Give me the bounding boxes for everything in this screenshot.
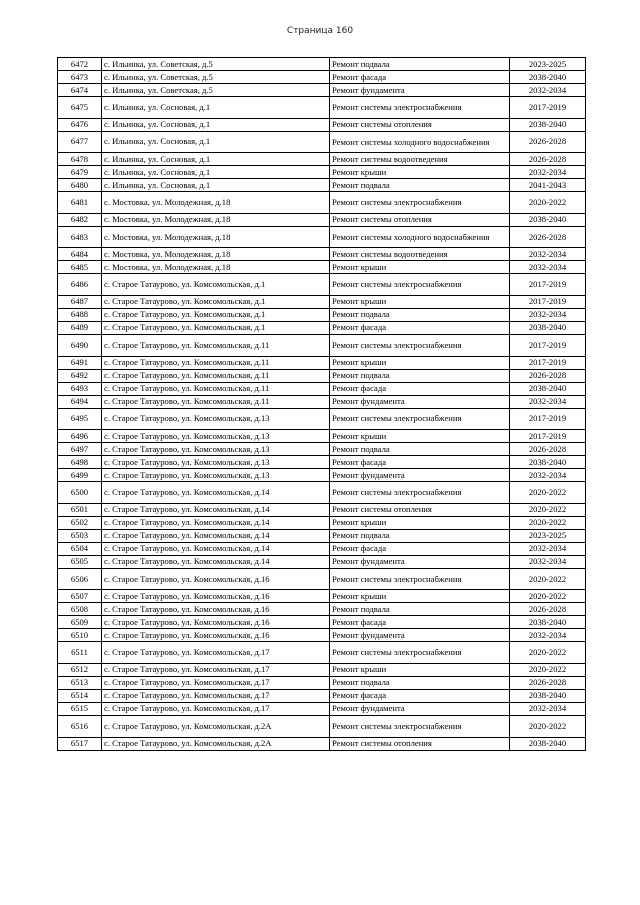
work-type-cell: Ремонт системы отопления bbox=[330, 503, 510, 516]
row-number-cell: 6492 bbox=[58, 369, 102, 382]
address-cell: с. Ильинка, ул. Сосновая, д.1 bbox=[102, 97, 330, 119]
address-cell: с. Ильинка, ул. Советская, д.5 bbox=[102, 71, 330, 84]
table-row bbox=[58, 58, 586, 71]
row-number-cell: 6517 bbox=[58, 737, 102, 750]
row-number-cell: 6490 bbox=[58, 334, 102, 356]
row-number-cell: 6498 bbox=[58, 456, 102, 469]
table-row bbox=[58, 261, 586, 274]
address-cell: с. Старое Татаурово, ул. Комсомольская, д.13 bbox=[102, 456, 330, 469]
period-cell: 2026-2028 bbox=[510, 131, 586, 153]
row-number-cell: 6485 bbox=[58, 261, 102, 274]
work-type-cell: Ремонт системы электроснабжения bbox=[330, 482, 510, 504]
period-cell: 2032-2034 bbox=[510, 308, 586, 321]
period-cell: 2017-2019 bbox=[510, 430, 586, 443]
period-cell: 2023-2025 bbox=[510, 58, 586, 71]
work-type-cell: Ремонт системы водоотведения bbox=[330, 248, 510, 261]
work-type-cell: Ремонт крыши bbox=[330, 516, 510, 529]
address-cell: с. Старое Татаурово, ул. Комсомольская, д.13 bbox=[102, 443, 330, 456]
period-cell: 2038-2040 bbox=[510, 71, 586, 84]
period-cell: 2032-2034 bbox=[510, 702, 586, 715]
table-row bbox=[58, 192, 586, 214]
row-number-cell: 6487 bbox=[58, 295, 102, 308]
work-type-cell: Ремонт системы электроснабжения bbox=[330, 274, 510, 296]
period-cell: 2017-2019 bbox=[510, 334, 586, 356]
table-row bbox=[58, 153, 586, 166]
work-type-cell: Ремонт системы отопления bbox=[330, 213, 510, 226]
address-cell: с. Ильинка, ул. Сосновая, д.1 bbox=[102, 153, 330, 166]
row-number-cell: 6484 bbox=[58, 248, 102, 261]
row-number-cell: 6504 bbox=[58, 542, 102, 555]
period-cell: 2032-2034 bbox=[510, 542, 586, 555]
row-number-cell: 6509 bbox=[58, 616, 102, 629]
row-number-cell: 6516 bbox=[58, 715, 102, 737]
work-type-cell: Ремонт фасада bbox=[330, 71, 510, 84]
address-cell: с. Старое Татаурово, ул. Комсомольская, д.11 bbox=[102, 334, 330, 356]
period-cell: 2038-2040 bbox=[510, 737, 586, 750]
row-number-cell: 6486 bbox=[58, 274, 102, 296]
table-row bbox=[58, 369, 586, 382]
period-cell: 2017-2019 bbox=[510, 97, 586, 119]
work-type-cell: Ремонт системы водоотведения bbox=[330, 153, 510, 166]
work-type-cell: Ремонт крыши bbox=[330, 663, 510, 676]
table-row bbox=[58, 321, 586, 334]
table-row bbox=[58, 179, 586, 192]
address-cell: с. Ильинка, ул. Сосновая, д.1 bbox=[102, 118, 330, 131]
address-cell: с. Старое Татаурово, ул. Комсомольская, д.1 bbox=[102, 295, 330, 308]
row-number-cell: 6474 bbox=[58, 84, 102, 97]
period-cell: 2020-2022 bbox=[510, 568, 586, 590]
table-row bbox=[58, 590, 586, 603]
row-number-cell: 6506 bbox=[58, 568, 102, 590]
address-cell: с. Ильинка, ул. Сосновая, д.1 bbox=[102, 179, 330, 192]
address-cell: с. Мостовка, ул. Молодежная, д.18 bbox=[102, 226, 330, 248]
period-cell: 2020-2022 bbox=[510, 482, 586, 504]
period-cell: 2026-2028 bbox=[510, 443, 586, 456]
table-row bbox=[58, 226, 586, 248]
repair-schedule-table bbox=[57, 57, 586, 751]
row-number-cell: 6489 bbox=[58, 321, 102, 334]
address-cell: с. Мостовка, ул. Молодежная, д.18 bbox=[102, 213, 330, 226]
work-type-cell: Ремонт системы электроснабжения bbox=[330, 715, 510, 737]
row-number-cell: 6507 bbox=[58, 590, 102, 603]
row-number-cell: 6494 bbox=[58, 395, 102, 408]
address-cell: с. Старое Татаурово, ул. Комсомольская, д.17 bbox=[102, 642, 330, 664]
period-cell: 2032-2034 bbox=[510, 166, 586, 179]
table-row bbox=[58, 356, 586, 369]
work-type-cell: Ремонт подвала bbox=[330, 179, 510, 192]
row-number-cell: 6477 bbox=[58, 131, 102, 153]
address-cell: с. Старое Татаурово, ул. Комсомольская, д.2А bbox=[102, 737, 330, 750]
table-row bbox=[58, 430, 586, 443]
row-number-cell: 6480 bbox=[58, 179, 102, 192]
table-row bbox=[58, 542, 586, 555]
address-cell: с. Старое Татаурово, ул. Комсомольская, д.2А bbox=[102, 715, 330, 737]
work-type-cell: Ремонт фундамента bbox=[330, 469, 510, 482]
address-cell: с. Старое Татаурово, ул. Комсомольская, д.16 bbox=[102, 590, 330, 603]
row-number-cell: 6512 bbox=[58, 663, 102, 676]
page-number-label: Страница 160 bbox=[286, 26, 354, 36]
work-type-cell: Ремонт фундамента bbox=[330, 395, 510, 408]
work-type-cell: Ремонт фасада bbox=[330, 321, 510, 334]
work-type-cell: Ремонт фасада bbox=[330, 382, 510, 395]
table-row bbox=[58, 456, 586, 469]
work-type-cell: Ремонт подвала bbox=[330, 369, 510, 382]
period-cell: 2026-2028 bbox=[510, 603, 586, 616]
address-cell: с. Ильинка, ул. Сосновая, д.1 bbox=[102, 166, 330, 179]
table-row bbox=[58, 308, 586, 321]
work-type-cell: Ремонт системы холодного водоснабжения bbox=[330, 131, 510, 153]
period-cell: 2026-2028 bbox=[510, 369, 586, 382]
table-row bbox=[58, 629, 586, 642]
address-cell: с. Старое Татаурово, ул. Комсомольская, д.16 bbox=[102, 616, 330, 629]
period-cell: 2026-2028 bbox=[510, 676, 586, 689]
work-type-cell: Ремонт системы отопления bbox=[330, 737, 510, 750]
period-cell: 2038-2040 bbox=[510, 213, 586, 226]
work-type-cell: Ремонт крыши bbox=[330, 590, 510, 603]
period-cell: 2032-2034 bbox=[510, 84, 586, 97]
row-number-cell: 6511 bbox=[58, 642, 102, 664]
address-cell: с. Старое Татаурово, ул. Комсомольская, д.17 bbox=[102, 663, 330, 676]
work-type-cell: Ремонт фасада bbox=[330, 456, 510, 469]
period-cell: 2017-2019 bbox=[510, 408, 586, 430]
row-number-cell: 6488 bbox=[58, 308, 102, 321]
work-type-cell: Ремонт подвала bbox=[330, 603, 510, 616]
table-row bbox=[58, 213, 586, 226]
period-cell: 2023-2025 bbox=[510, 529, 586, 542]
work-type-cell: Ремонт системы электроснабжения bbox=[330, 568, 510, 590]
table-row bbox=[58, 443, 586, 456]
address-cell: с. Старое Татаурово, ул. Комсомольская, д.11 bbox=[102, 369, 330, 382]
work-type-cell: Ремонт фасада bbox=[330, 616, 510, 629]
row-number-cell: 6482 bbox=[58, 213, 102, 226]
address-cell: с. Ильинка, ул. Советская, д.5 bbox=[102, 84, 330, 97]
address-cell: с. Старое Татаурово, ул. Комсомольская, д.17 bbox=[102, 676, 330, 689]
period-cell: 2032-2034 bbox=[510, 629, 586, 642]
table-row bbox=[58, 482, 586, 504]
period-cell: 2038-2040 bbox=[510, 616, 586, 629]
period-cell: 2032-2034 bbox=[510, 469, 586, 482]
row-number-cell: 6501 bbox=[58, 503, 102, 516]
work-type-cell: Ремонт фундамента bbox=[330, 555, 510, 568]
row-number-cell: 6491 bbox=[58, 356, 102, 369]
period-cell: 2038-2040 bbox=[510, 321, 586, 334]
period-cell: 2032-2034 bbox=[510, 395, 586, 408]
table-row bbox=[58, 503, 586, 516]
address-cell: с. Старое Татаурово, ул. Комсомольская, д.17 bbox=[102, 702, 330, 715]
address-cell: с. Ильинка, ул. Советская, д.5 bbox=[102, 58, 330, 71]
table-row bbox=[58, 382, 586, 395]
work-type-cell: Ремонт крыши bbox=[330, 430, 510, 443]
row-number-cell: 6510 bbox=[58, 629, 102, 642]
address-cell: с. Мостовка, ул. Молодежная, д.18 bbox=[102, 248, 330, 261]
row-number-cell: 6478 bbox=[58, 153, 102, 166]
table-row bbox=[58, 737, 586, 750]
address-cell: с. Старое Татаурово, ул. Комсомольская, д.13 bbox=[102, 408, 330, 430]
table-row bbox=[58, 603, 586, 616]
work-type-cell: Ремонт крыши bbox=[330, 295, 510, 308]
row-number-cell: 6508 bbox=[58, 603, 102, 616]
table-row bbox=[58, 408, 586, 430]
work-type-cell: Ремонт крыши bbox=[330, 261, 510, 274]
row-number-cell: 6505 bbox=[58, 555, 102, 568]
table-row bbox=[58, 248, 586, 261]
address-cell: с. Старое Татаурово, ул. Комсомольская, д.14 bbox=[102, 542, 330, 555]
table-row bbox=[58, 529, 586, 542]
table-row bbox=[58, 118, 586, 131]
work-type-cell: Ремонт фасада bbox=[330, 542, 510, 555]
period-cell: 2038-2040 bbox=[510, 382, 586, 395]
address-cell: с. Старое Татаурово, ул. Комсомольская, д.14 bbox=[102, 555, 330, 568]
period-cell: 2020-2022 bbox=[510, 715, 586, 737]
work-type-cell: Ремонт подвала bbox=[330, 58, 510, 71]
table-row bbox=[58, 555, 586, 568]
table-row bbox=[58, 469, 586, 482]
work-type-cell: Ремонт системы отопления bbox=[330, 118, 510, 131]
address-cell: с. Старое Татаурово, ул. Комсомольская, д.14 bbox=[102, 529, 330, 542]
address-cell: с. Старое Татаурово, ул. Комсомольская, д.17 bbox=[102, 689, 330, 702]
work-type-cell: Ремонт системы электроснабжения bbox=[330, 408, 510, 430]
address-cell: с. Старое Татаурово, ул. Комсомольская, д.16 bbox=[102, 629, 330, 642]
work-type-cell: Ремонт крыши bbox=[330, 356, 510, 369]
table-row bbox=[58, 166, 586, 179]
address-cell: с. Старое Татаурово, ул. Комсомольская, д.13 bbox=[102, 430, 330, 443]
address-cell: с. Старое Татаурово, ул. Комсомольская, д.11 bbox=[102, 395, 330, 408]
table-row bbox=[58, 516, 586, 529]
table-row bbox=[58, 295, 586, 308]
work-type-cell: Ремонт фундамента bbox=[330, 84, 510, 97]
table-row bbox=[58, 676, 586, 689]
row-number-cell: 6479 bbox=[58, 166, 102, 179]
period-cell: 2020-2022 bbox=[510, 642, 586, 664]
row-number-cell: 6483 bbox=[58, 226, 102, 248]
work-type-cell: Ремонт подвала bbox=[330, 443, 510, 456]
period-cell: 2032-2034 bbox=[510, 261, 586, 274]
period-cell: 2017-2019 bbox=[510, 295, 586, 308]
work-type-cell: Ремонт системы электроснабжения bbox=[330, 334, 510, 356]
row-number-cell: 6502 bbox=[58, 516, 102, 529]
address-cell: с. Старое Татаурово, ул. Комсомольская, д.11 bbox=[102, 382, 330, 395]
address-cell: с. Ильинка, ул. Сосновая, д.1 bbox=[102, 131, 330, 153]
row-number-cell: 6473 bbox=[58, 71, 102, 84]
address-cell: с. Старое Татаурово, ул. Комсомольская, д.16 bbox=[102, 603, 330, 616]
work-type-cell: Ремонт фундамента bbox=[330, 629, 510, 642]
table-row bbox=[58, 131, 586, 153]
period-cell: 2017-2019 bbox=[510, 274, 586, 296]
address-cell: с. Старое Татаурово, ул. Комсомольская, д.14 bbox=[102, 482, 330, 504]
row-number-cell: 6515 bbox=[58, 702, 102, 715]
work-type-cell: Ремонт системы холодного водоснабжения bbox=[330, 226, 510, 248]
period-cell: 2026-2028 bbox=[510, 226, 586, 248]
period-cell: 2020-2022 bbox=[510, 516, 586, 529]
address-cell: с. Мостовка, ул. Молодежная, д.18 bbox=[102, 261, 330, 274]
work-type-cell: Ремонт системы электроснабжения bbox=[330, 642, 510, 664]
row-number-cell: 6475 bbox=[58, 97, 102, 119]
address-cell: с. Старое Татаурово, ул. Комсомольская, д.16 bbox=[102, 568, 330, 590]
table-row bbox=[58, 642, 586, 664]
row-number-cell: 6493 bbox=[58, 382, 102, 395]
row-number-cell: 6500 bbox=[58, 482, 102, 504]
table-row bbox=[58, 663, 586, 676]
row-number-cell: 6497 bbox=[58, 443, 102, 456]
address-cell: с. Мостовка, ул. Молодежная, д.18 bbox=[102, 192, 330, 214]
work-type-cell: Ремонт крыши bbox=[330, 166, 510, 179]
table-row bbox=[58, 616, 586, 629]
table-row bbox=[58, 702, 586, 715]
table-row bbox=[58, 84, 586, 97]
table-row bbox=[58, 568, 586, 590]
address-cell: с. Старое Татаурово, ул. Комсомольская, д.1 bbox=[102, 274, 330, 296]
address-cell: с. Старое Татаурово, ул. Комсомольская, д.13 bbox=[102, 469, 330, 482]
work-type-cell: Ремонт подвала bbox=[330, 308, 510, 321]
work-type-cell: Ремонт фундамента bbox=[330, 702, 510, 715]
row-number-cell: 6503 bbox=[58, 529, 102, 542]
row-number-cell: 6496 bbox=[58, 430, 102, 443]
table-row bbox=[58, 395, 586, 408]
period-cell: 2041-2043 bbox=[510, 179, 586, 192]
period-cell: 2026-2028 bbox=[510, 153, 586, 166]
address-cell: с. Старое Татаурово, ул. Комсомольская, д.1 bbox=[102, 321, 330, 334]
period-cell: 2017-2019 bbox=[510, 356, 586, 369]
address-cell: с. Старое Татаурово, ул. Комсомольская, д.1 bbox=[102, 308, 330, 321]
address-cell: с. Старое Татаурово, ул. Комсомольская, д.11 bbox=[102, 356, 330, 369]
row-number-cell: 6495 bbox=[58, 408, 102, 430]
address-cell: с. Старое Татаурово, ул. Комсомольская, д.14 bbox=[102, 516, 330, 529]
row-number-cell: 6514 bbox=[58, 689, 102, 702]
period-cell: 2020-2022 bbox=[510, 590, 586, 603]
row-number-cell: 6476 bbox=[58, 118, 102, 131]
work-type-cell: Ремонт фасада bbox=[330, 689, 510, 702]
work-type-cell: Ремонт подвала bbox=[330, 676, 510, 689]
period-cell: 2020-2022 bbox=[510, 503, 586, 516]
work-type-cell: Ремонт подвала bbox=[330, 529, 510, 542]
table-row bbox=[58, 334, 586, 356]
period-cell: 2038-2040 bbox=[510, 456, 586, 469]
table-row bbox=[58, 274, 586, 296]
period-cell: 2020-2022 bbox=[510, 192, 586, 214]
table-body bbox=[58, 58, 586, 751]
table-row bbox=[58, 71, 586, 84]
row-number-cell: 6513 bbox=[58, 676, 102, 689]
table-row bbox=[58, 97, 586, 119]
period-cell: 2032-2034 bbox=[510, 555, 586, 568]
table-row bbox=[58, 715, 586, 737]
row-number-cell: 6472 bbox=[58, 58, 102, 71]
work-type-cell: Ремонт системы электроснабжения bbox=[330, 97, 510, 119]
work-type-cell: Ремонт системы электроснабжения bbox=[330, 192, 510, 214]
period-cell: 2020-2022 bbox=[510, 663, 586, 676]
row-number-cell: 6499 bbox=[58, 469, 102, 482]
row-number-cell: 6481 bbox=[58, 192, 102, 214]
period-cell: 2038-2040 bbox=[510, 689, 586, 702]
period-cell: 2032-2034 bbox=[510, 248, 586, 261]
table-row bbox=[58, 689, 586, 702]
address-cell: с. Старое Татаурово, ул. Комсомольская, д.14 bbox=[102, 503, 330, 516]
period-cell: 2038-2040 bbox=[510, 118, 586, 131]
